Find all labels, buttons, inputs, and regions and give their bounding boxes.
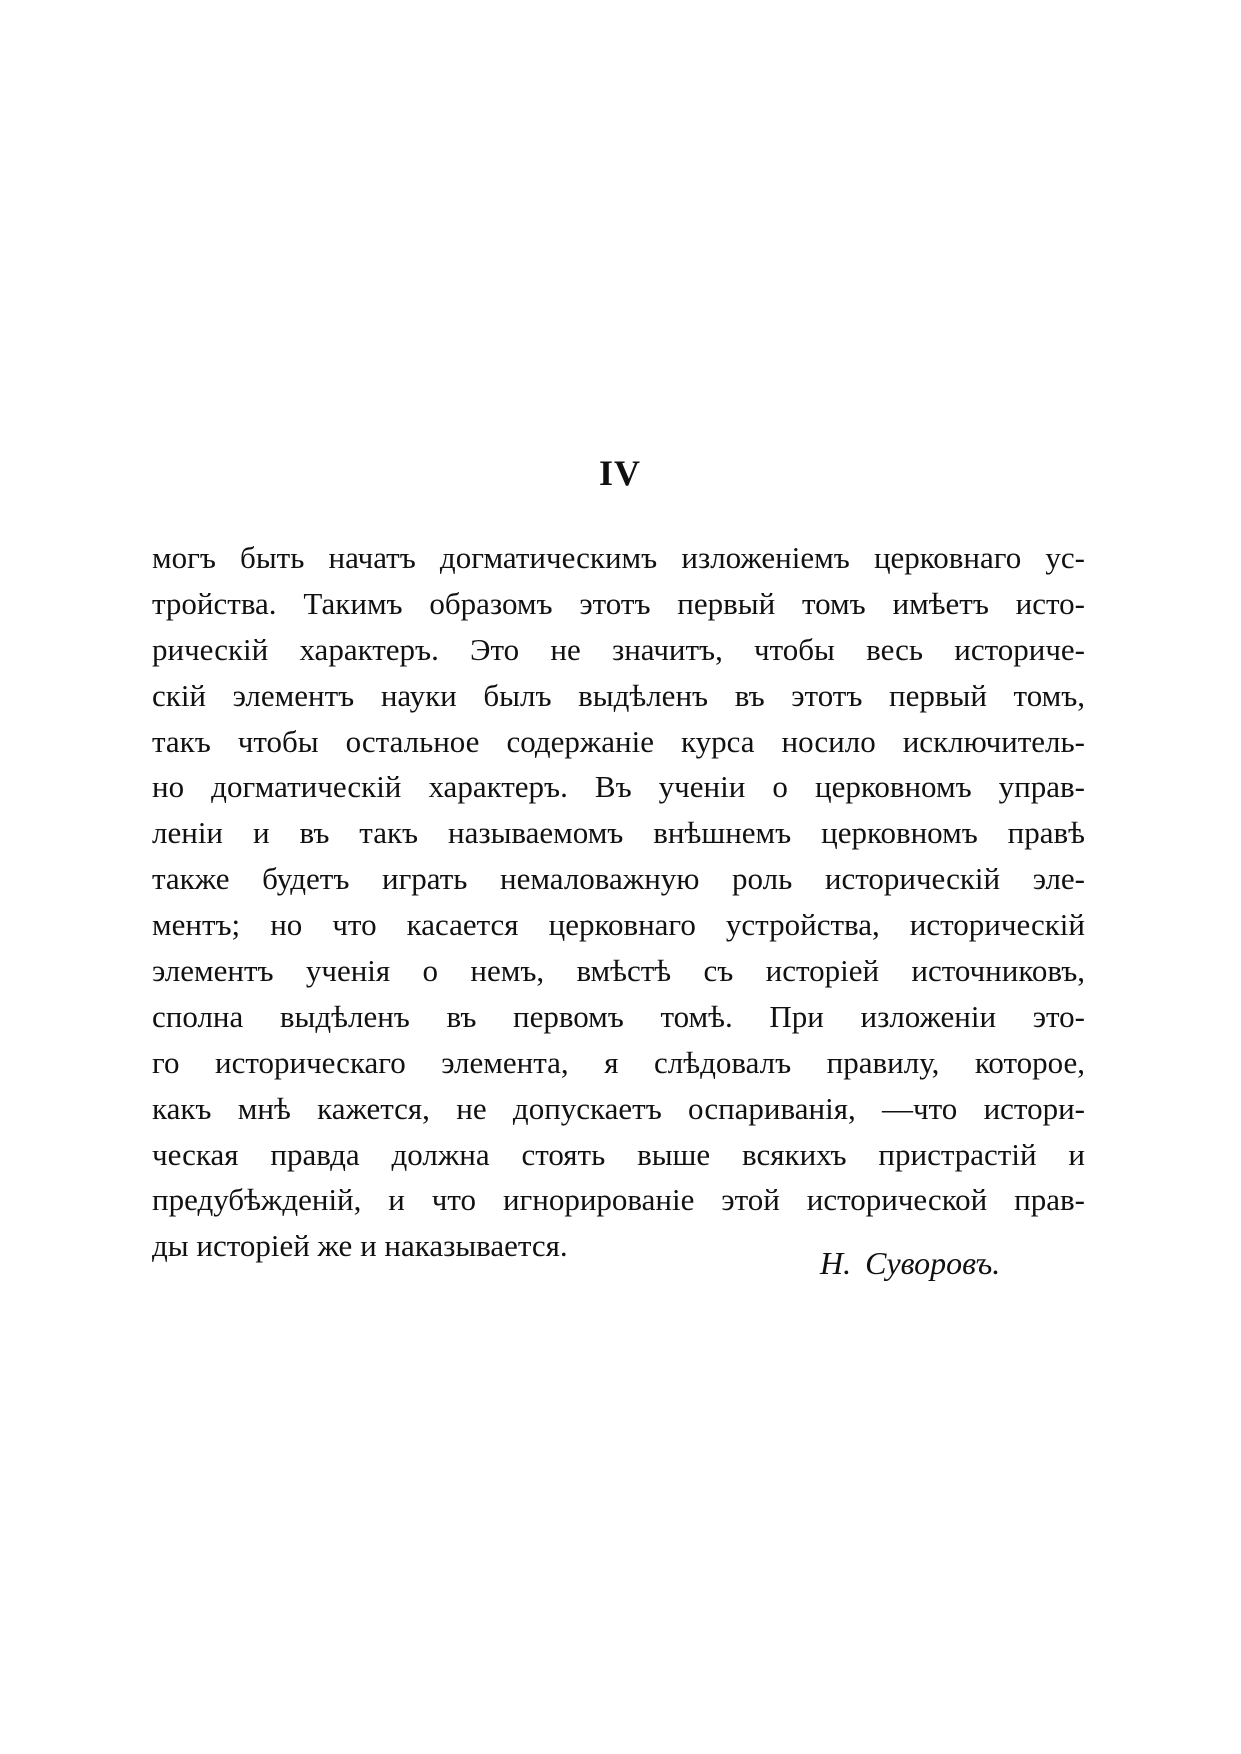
- text-line: ческая правда должна стоять выше всякихъ пристрастій и: [152, 1136, 1085, 1172]
- text-line: какъ мнѣ кажется, не допускаетъ оспариванія, —что истори-: [152, 1090, 1085, 1126]
- text-line: го историческаго элемента, я слѣдовалъ правилу, которое,: [152, 1044, 1085, 1080]
- text-line: рическій характеръ. Это не значитъ, чтобы весь историче-: [152, 631, 1085, 667]
- page-number: IV: [598, 453, 641, 493]
- text-line: также будетъ играть немаловажную роль историческій эле-: [152, 861, 1085, 897]
- main-text: [152, 535, 1085, 1269]
- text-line: могъ быть начатъ догматическимъ изложеніемъ церковнаго ус-: [152, 540, 1085, 575]
- text-line: леніи и въ такъ называемомъ внѣшнемъ церковномъ правѣ: [152, 815, 1085, 851]
- text-line: тройства. Такимъ образомъ этотъ первый томъ имѣетъ исто-: [152, 585, 1085, 621]
- text-line: скій элементъ науки былъ выдѣленъ въ этотъ первый томъ,: [152, 677, 1085, 713]
- text-line: ды исторіей же и наказывается.: [152, 1228, 568, 1264]
- text-line: предубѣжденій, и что игнорированіе этой исторической прав-: [152, 1182, 1085, 1218]
- author-signature: Н. Суворовъ.: [820, 1245, 1001, 1281]
- text-line: сполна выдѣленъ въ первомъ томѣ. При изложеніи это-: [152, 998, 1085, 1034]
- text-line: но догматическій характеръ. Въ ученіи о церковномъ управ-: [152, 769, 1085, 805]
- text-line: ментъ; но что касается церковнаго устройства, историческій: [152, 907, 1085, 943]
- text-line: такъ чтобы остальное содержаніе курса носило исключитель-: [152, 723, 1085, 759]
- text-line: элементъ ученія о немъ, вмѣстѣ съ исторіей источниковъ,: [152, 953, 1085, 989]
